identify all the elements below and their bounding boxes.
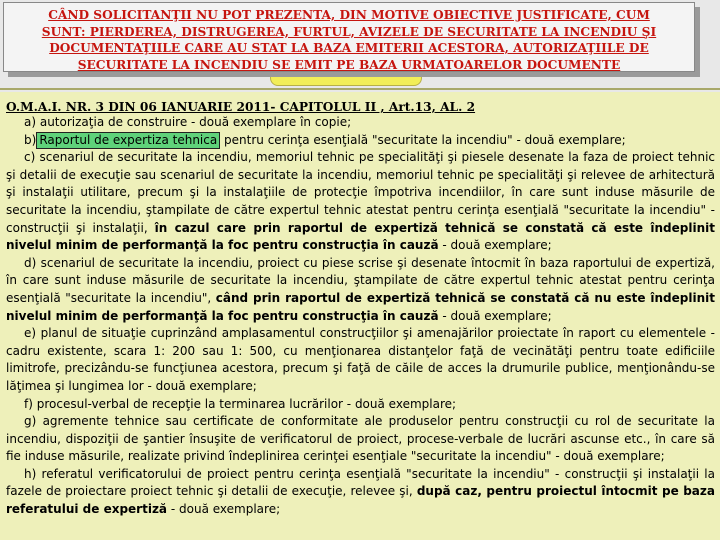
item-e: e) planul de situaţie cuprinzând amplasamentul construcţiilor şi amenajărilor proiectate în raport cu elementele -cadru existente, scara 1: 200 sau 1: 500, cu menţionarea distanţelor faţă de vecinătăţi pentru toate edificiile limitrofe, precizându-se funcţiunea acestora, precum şi faţă de căile de acces la drumurile publice, menţionându-se lăţimea şi lungimea lor - două exemplare;	[6, 326, 715, 393]
item-b-text: pentru cerinţa esenţială "securitate la incendiu" - două exemplare;	[224, 132, 626, 147]
title-line-4: SECURITATE LA INCENDIU SE EMIT PE BAZA URMATOARELOR DOCUMENTE	[77, 57, 621, 72]
item-d-text: d) scenariul de securitate la incendiu, proiect cu piese scrise şi desenate întocmit în baza raportului de expertiză, în care sunt induse măsurile de securitate la incendiu, ştampilate de către expertul tehnic atestat pentru cerinţa esenţială "securitate la incendiu",	[6, 255, 715, 305]
item-d-bold: când prin raportul de expertiză tehnică se constată că nu este îndeplinit nivelul minim de performanţă la foc pentru construcţia în cauză	[6, 290, 715, 323]
item-c	[6, 149, 715, 255]
title-line-1: CÂND SOLICITANŢII NU POT PREZENTA, DIN MOTIVE OBIECTIVE JUSTIFICATE, CUM	[48, 8, 650, 22]
page-title	[10, 7, 688, 73]
title-line-2: SUNT: PIERDEREA, DISTRUGEREA, FURTUL, AVIZELE DE SECURITATE LA INCENDIU ŞI	[41, 24, 657, 39]
item-h	[6, 466, 715, 519]
item-b-prefix: b)	[24, 132, 37, 147]
item-d-end: - două exemplare;	[442, 308, 552, 323]
title-box	[3, 2, 695, 72]
item-h-bold: după caz, pentru proiectul întocmit pe baza referatului de expertiză	[6, 484, 715, 517]
item-f: f) procesul-verbal de recepţie la terminarea lucrărilor - două exemplare;	[24, 396, 457, 411]
item-d	[6, 255, 715, 325]
item-a: a) autorizaţia de construire - două exemplare în copie;	[24, 115, 352, 129]
item-c-text: c) scenariul de securitate la incendiu, memoriul tehnic pe specialităţi şi piesele desenate la faza de proiect tehnic şi detalii de execuţie sau scenariul de securitate la incendiu, memoriul tehnic pe specialităţi şi relevee de arhitectură şi instalaţii utilitare, precum şi la instalaţiile de protecţie împotriva incendiilor, în care sunt induse măsurile de securitate la incendiu, ştampilate de către expertul tehnic atestat pentru cerinţa esenţială "securitate la incendiu" - construcţii şi instalaţii,	[6, 150, 715, 235]
item-h-end: - două exemplare;	[170, 502, 281, 517]
document-body	[0, 96, 720, 540]
section-heading: O.M.A.I. NR. 3 DIN 06 IANUARIE 2011- CAPITOLUL II , Art.13, AL. 2	[6, 100, 476, 114]
item-c-end: - două exemplare;	[442, 238, 552, 253]
item-h-text: h) referatul verificatorului de proiect pentru cerinţa esenţială "securitate la incendiu" - construcţii şi instalaţii la fazele de proiectare proiect tehnic şi detalii de execuţie, relevee şi,	[6, 466, 715, 499]
divider	[0, 88, 720, 90]
highlighted-term: Raportul de expertiza tehnica	[36, 132, 220, 149]
title-line-3: DOCUMENTAŢIILE CARE AU STAT LA BAZA EMITERII ACESTORA, AUTORIZAŢIILE DE	[49, 41, 649, 55]
item-c-bold: în cazul care prin raportul de expertiză tehnică se constată că este îndeplinit nivelul minim de performanţă la foc pentru construcţia în cauză	[6, 220, 715, 253]
item-g: g) agremente tehnice sau certificate de conformitate ale produselor pentru construcţii cu rol de securitate la incendiu, dispoziţii de şantier însuşite de verificatorul de proiect, procese-verbale de lucrări ascunse etc., în care să fie induse măsurile, realizate privind îndeplinirea cerinţei esenţiale "securitate la incendiu" - două exemplare;	[6, 414, 715, 464]
item-b	[6, 132, 715, 150]
